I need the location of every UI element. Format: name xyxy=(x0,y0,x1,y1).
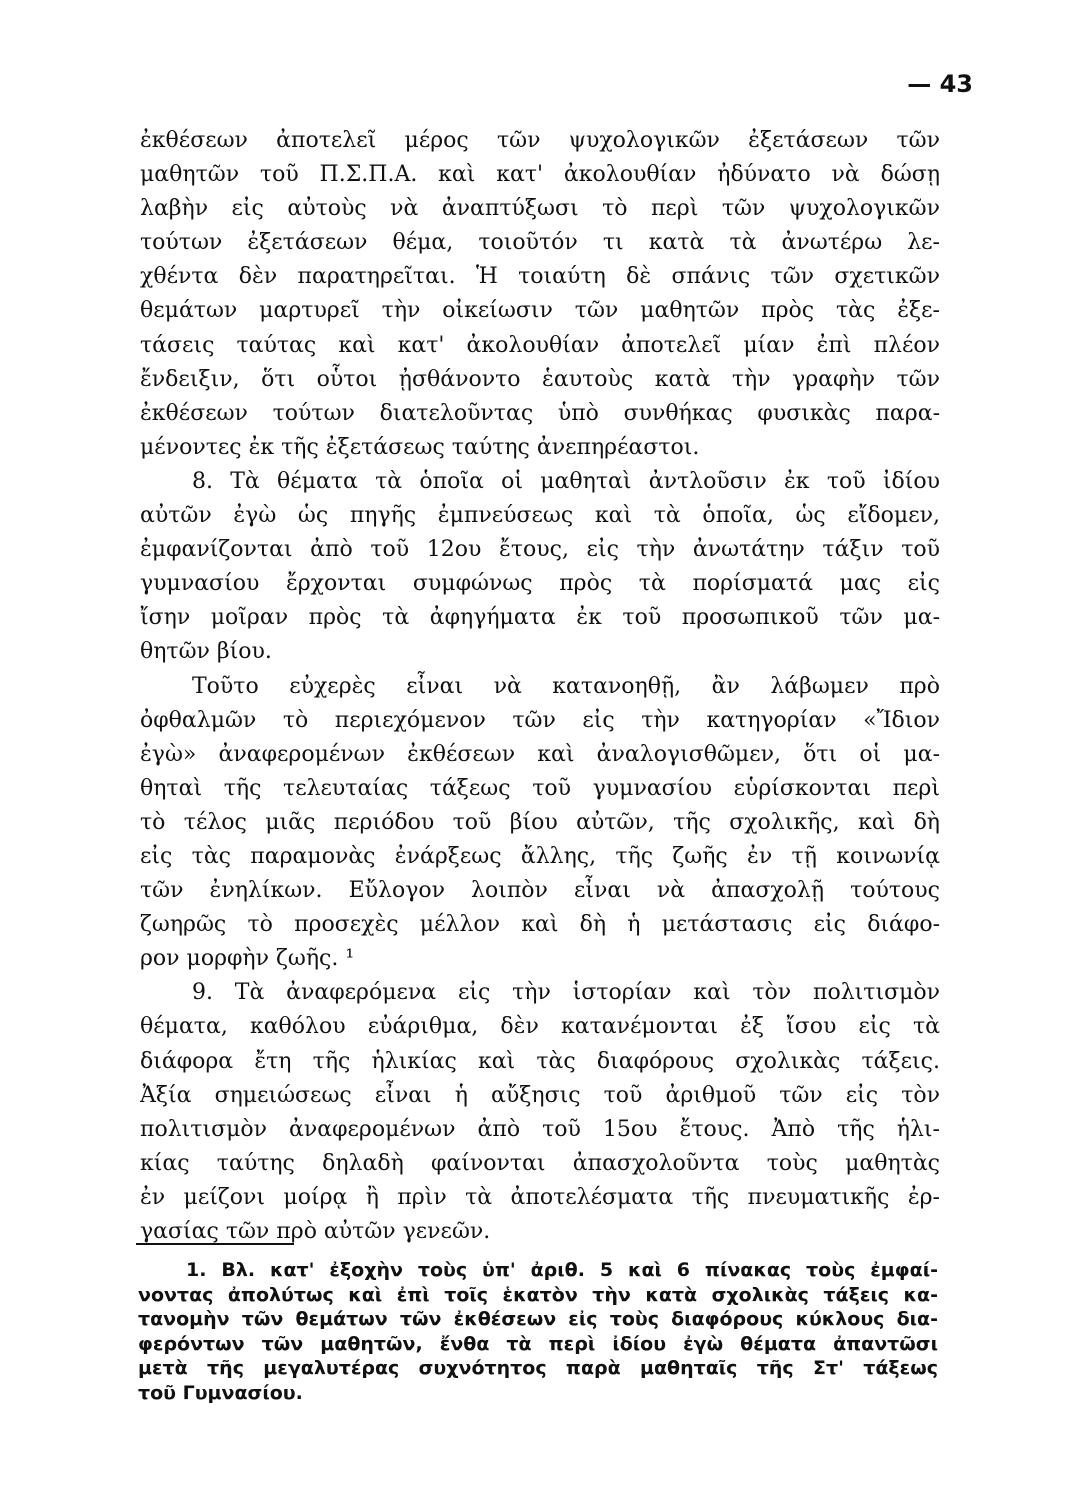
text-line: ἐγὼ» ἀναφερομένων ἐκθέσεων καὶ ἀναλογισθῶμεν, ὅτι οἱ μα- xyxy=(140,741,940,767)
text-line: ἐκθέσεων ἀποτελεῖ μέρος τῶν ψυχολογικῶν ἐξετάσεων τῶν xyxy=(140,128,940,153)
text-line: ἐν μείζονι μοίρᾳ ἢ πρὶν τὰ ἀποτελέσματα τῆς πνευματικῆς ἐρ- xyxy=(140,1184,940,1210)
text-line: ἔνδειξιν, ὅτι οὗτοι ᾐσθάνοντο ἑαυτοὺς κατὰ τὴν γραφὴν τῶν xyxy=(140,366,940,392)
text-line: ζωηρῶς τὸ προσεχὲς μέλλον καὶ δὴ ἡ μετάστασις εἰς διάφο- xyxy=(140,912,940,938)
footnote-line: 1. Βλ. κατ' ἐξοχὴν τοὺς ὑπ' ἀριθ. 5 καὶ 6 πίνακας τοὺς ἐμφαί- xyxy=(186,1259,938,1281)
paragraph-start-line: 9. Τὰ ἀναφερόμενα εἰς τὴν ἱστορίαν καὶ τὸν πολιτισμὸν xyxy=(192,980,940,1006)
body-text xyxy=(140,124,940,1249)
text-line: τῶν ἐνηλίκων. Εὔλογον λοιπὸν εἶναι νὰ ἀπασχολῇ τούτους xyxy=(140,878,940,904)
text-line: τάσεις ταύτας καὶ κατ' ἀκολουθίαν ἀποτελεῖ μίαν ἐπὶ πλέον xyxy=(140,332,940,358)
text-line: ρον μορφὴν ζωῆς. ¹ xyxy=(140,946,355,972)
footnote-line: τανομὴν τῶν θεμάτων τῶν ἐκθέσεων εἰς τοὺς διαφόρους κύκλους δια- xyxy=(138,1308,938,1331)
text-line: θηταὶ τῆς τελευταίας τάξεως τοῦ γυμνασίου εὑρίσκονται περὶ xyxy=(140,775,940,801)
text-line: θέματα, καθόλου εὐάριθμα, δὲν κατανέμονται ἐξ ἴσου εἰς τὰ xyxy=(140,1014,940,1040)
page-number: — 43 xyxy=(907,70,973,98)
footnote-line: μετὰ τῆς μεγαλυτέρας συχνότητος παρὰ μαθηταῖς τῆς Στ' τάξεως xyxy=(138,1357,938,1380)
text-line: ἐκθέσεων τούτων διατελοῦντας ὑπὸ συνθήκας φυσικὰς παρα- xyxy=(140,400,940,426)
text-line: χθέντα δὲν παρατηρεῖται. Ἡ τοιαύτη δὲ σπάνις τῶν σχετικῶν xyxy=(140,264,940,290)
text-line: μένοντες ἐκ τῆς ἐξετάσεως ταύτης ἀνεπηρέαστοι. xyxy=(140,434,700,460)
text-line: μαθητῶν τοῦ Π.Σ.Π.Α. καὶ κατ' ἀκολουθίαν ἠδύνατο νὰ δώσῃ xyxy=(140,162,940,188)
footnote-divider xyxy=(136,1243,294,1245)
text-line: διάφορα ἔτη τῆς ἡλικίας καὶ τὰς διαφόρους σχολικὰς τάξεις. xyxy=(140,1048,940,1074)
footnote-line: τοῦ Γυμνασίου. xyxy=(138,1381,303,1404)
text-line: ἴσην μοῖραν πρὸς τὰ ἀφηγήματα ἐκ τοῦ προσωπικοῦ τῶν μα- xyxy=(140,605,940,631)
text-line: ἐμφανίζονται ἀπὸ τοῦ 12ου ἔτους, εἰς τὴν ἀνωτάτην τάξιν τοῦ xyxy=(140,537,940,563)
text-line: θητῶν βίου. xyxy=(140,639,272,665)
text-line: θεμάτων μαρτυρεῖ τὴν οἰκείωσιν τῶν μαθητῶν πρὸς τὰς ἐξε- xyxy=(140,298,940,324)
text-line: τὸ τέλος μιᾶς περιόδου τοῦ βίου αὐτῶν, τῆς σχολικῆς, καὶ δὴ xyxy=(140,809,940,835)
text-line: ὀφθαλμῶν τὸ περιεχόμενον τῶν εἰς τὴν κατηγορίαν «Ἴδιον xyxy=(140,707,940,733)
text-line: κίας ταύτης δηλαδὴ φαίνονται ἀπασχολοῦντα τοὺς μαθητὰς xyxy=(140,1150,940,1176)
text-line: Ἀξία σημειώσεως εἶναι ἡ αὔξησις τοῦ ἀριθμοῦ τῶν εἰς τὸν xyxy=(140,1082,940,1108)
text-line: τούτων ἐξετάσεων θέμα, τοιοῦτόν τι κατὰ τὰ ἀνωτέρω λε- xyxy=(140,230,940,256)
footnote-line: νοντας ἀπολύτως καὶ ἐπὶ τοῖς ἑκατὸν τὴν κατὰ σχολικὰς τάξεις κα- xyxy=(138,1283,938,1306)
text-line: πολιτισμὸν ἀναφερομένων ἀπὸ τοῦ 15ου ἔτους. Ἀπὸ τῆς ἡλι- xyxy=(140,1116,940,1142)
footnote-line: φερόντων τῶν μαθητῶν, ἔνθα τὰ περὶ ἰδίου ἐγὼ θέματα ἀπαντῶσι xyxy=(138,1332,938,1355)
text-line: αὐτῶν ἐγὼ ὡς πηγῆς ἐμπνεύσεως καὶ τὰ ὁποῖα, ὡς εἴδομεν, xyxy=(140,503,940,529)
text-line: γασίας τῶν πρὸ αὐτῶν γενεῶν. xyxy=(140,1219,491,1244)
text-line: λαβὴν εἰς αὐτοὺς νὰ ἀναπτύξωσι τὸ περὶ τῶν ψυχολογικῶν xyxy=(140,196,940,222)
text-line: εἰς τὰς παραμονὰς ἐνάρξεως ἄλλης, τῆς ζωῆς ἐν τῇ κοινωνίᾳ xyxy=(140,843,940,869)
footnote xyxy=(138,1258,938,1406)
text-line: γυμνασίου ἔρχονται συμφώνως πρὸς τὰ πορίσματά μας εἰς xyxy=(140,571,940,597)
paragraph-start-line: Τοῦτο εὐχερὲς εἶναι νὰ κατανοηθῇ, ἂν λάβωμεν πρὸ xyxy=(192,673,940,699)
paragraph-start-line: 8. Τὰ θέματα τὰ ὁποῖα οἱ μαθηταὶ ἀντλοῦσιν ἐκ τοῦ ἰδίου xyxy=(192,468,940,494)
